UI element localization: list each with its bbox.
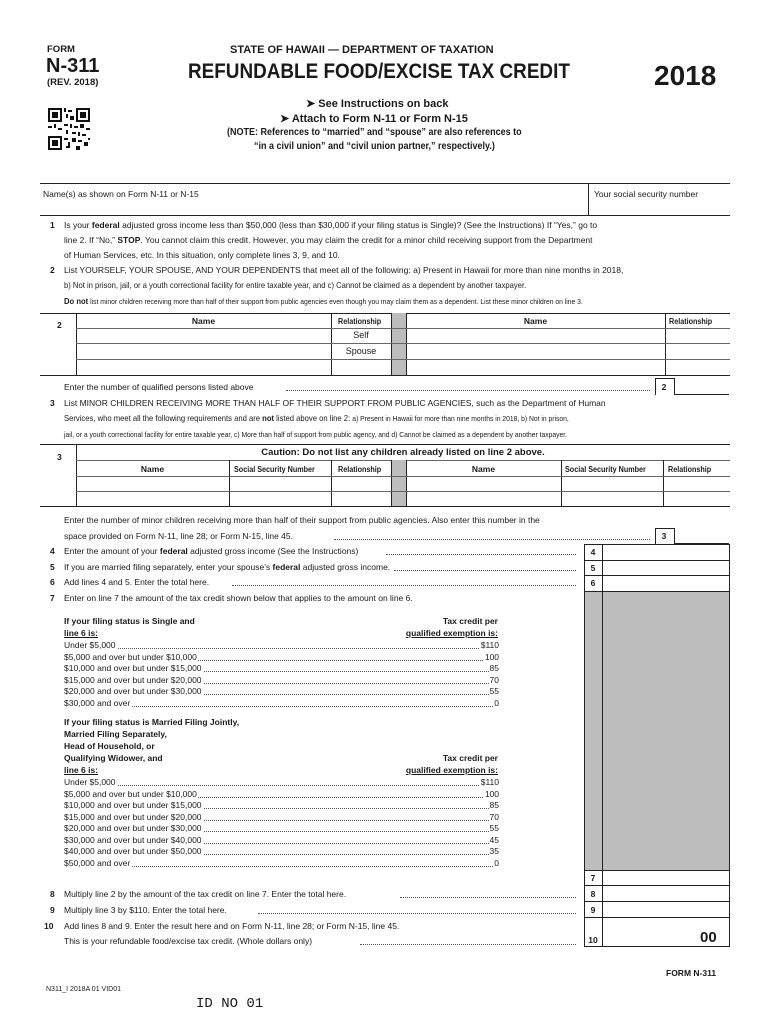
footer-code: N311_I 2018A 01 VID01 [46, 986, 121, 993]
spouse-name-field[interactable] [77, 344, 330, 358]
single-credit: 100 [484, 651, 499, 662]
single-leader [64, 648, 499, 649]
line-6-box-number: 6 [590, 578, 596, 588]
single-row [64, 698, 499, 709]
line-8-number: 8 [50, 889, 55, 899]
married-credit: 100 [484, 788, 499, 799]
line-5-amount-field[interactable] [603, 561, 728, 574]
dependent-name-field[interactable] [407, 360, 664, 374]
line-2-text-1: List YOURSELF, YOUR SPOUSE, AND YOUR DEPENDENTS that meet all of the following: a) Present in Hawaii for more than nine months in 2018, [64, 265, 624, 275]
married-range: $40,000 and over but under $50,000 [64, 846, 202, 856]
married-credit: 55 [489, 823, 499, 833]
line-10-text-2: This is your refundable food/excise tax credit. (Whole dollars only) [64, 936, 313, 946]
married-range: $20,000 and over but under $30,000 [64, 823, 202, 833]
married-credit: 85 [489, 800, 499, 810]
child-ssn-field[interactable] [230, 492, 330, 505]
relationship-spouse: Spouse [345, 346, 377, 356]
single-range: $20,000 and over but under $30,000 [64, 686, 202, 696]
line-3-col-relationship-1: Relationship [338, 465, 382, 474]
line-2-text-2: b) Not in prison, jail, or a youth correctional facility for entire taxable year, and c) Cannot be claimed as a dependent by another taxpayer. [64, 280, 527, 290]
single-range: $15,000 and over but under $20,000 [64, 674, 202, 685]
line-9-amount-field[interactable] [603, 902, 728, 916]
form-label: FORM [47, 44, 75, 55]
line-2-table-number: 2 [57, 320, 62, 330]
single-row [64, 652, 499, 663]
line-3-col-ssn-2: Social Security Number [565, 465, 646, 474]
single-credit: 70 [489, 674, 499, 685]
line-2-col-name-2: Name [523, 316, 548, 326]
single-header-2: line 6 is: [64, 628, 99, 638]
married-row [64, 858, 499, 869]
child-relationship-field[interactable] [664, 492, 729, 505]
line-6-text: Add lines 4 and 5. Enter the total here. [64, 577, 210, 587]
married-range: $30,000 and over but under $40,000 [64, 834, 202, 845]
agency-name: STATE OF HAWAII — DEPARTMENT OF TAXATION [230, 44, 494, 56]
single-range: $30,000 and over [64, 697, 131, 708]
line-7-number: 7 [50, 593, 55, 603]
form-number: N-311 [46, 55, 100, 77]
self-name-field[interactable] [77, 329, 330, 342]
line-1-text-3: of Human Services, etc. In this situation, only complete lines 3, 9, and 10. [64, 250, 340, 260]
child-name-field[interactable] [407, 492, 560, 505]
line-9-text: Multiply line 3 by $110. Enter the total here. [64, 905, 227, 915]
line-1-text-2: line 2. If “No,” STOP. You cannot claim this credit. However, you may claim the credit for a minor child receiving support from the Department [64, 235, 593, 245]
qr-code [48, 108, 90, 150]
line-2-text-3: Do not list minor children receiving more than half of their support from public agencies even though you may claim them as a dependent. List these minor children on line 3. [64, 296, 583, 306]
line-5-box-number: 5 [590, 563, 596, 573]
married-credit: 0 [494, 857, 499, 868]
dependent-name-field[interactable] [407, 344, 664, 358]
married-header-5: line 6 is: [64, 765, 99, 775]
child-ssn-field[interactable] [230, 477, 330, 490]
line-3-col-name-1: Name [140, 464, 165, 474]
line-10-amount-field[interactable] [603, 918, 693, 945]
line-2-number: 2 [50, 265, 55, 275]
line-7-text: Enter on line 7 the amount of the tax credit shown below that applies to the amount on line 6. [64, 593, 413, 603]
line-8-box-number: 8 [590, 889, 596, 899]
ssn-label: Your social security number [594, 189, 699, 199]
single-row [64, 663, 499, 674]
single-header-3: Tax credit per [442, 616, 498, 626]
line-6-amount-field[interactable] [603, 576, 728, 590]
married-credit: 35 [489, 846, 499, 856]
line-3-text-3: jail, or a youth correctional facility for entire taxable year, c) More than half of support from public agency, and d) Cannot be claimed as a dependent by another taxpayer. [64, 430, 568, 439]
single-credit: 55 [489, 686, 499, 696]
child-relationship-field[interactable] [332, 492, 390, 505]
civil-union-note-1: (NOTE: References to “married” and “spouse” are also references to [227, 127, 522, 138]
line-3-col-ssn-1: Social Security Number [234, 465, 315, 474]
footer-form-number: FORM N-311 [666, 968, 717, 978]
single-credit: 85 [489, 663, 499, 673]
line-2-col-name-1: Name [191, 316, 216, 326]
line-2-col-relationship-1: Relationship [338, 317, 382, 326]
taxpayer-name-field[interactable] [40, 200, 586, 214]
married-header-3: Head of Household, or [64, 741, 155, 751]
tax-year: 2018 [654, 60, 717, 91]
ssn-field[interactable] [590, 200, 728, 214]
line-1-text-1: Is your federal adjusted gross income less than $50,000 (less than $30,000 if your filing status is Single)? (See the Instructions) If “Yes,” go to [64, 220, 598, 230]
line-3-caution: Caution: Do not list any children already listed on line 2 above. [261, 447, 545, 458]
single-range: Under $5,000 [64, 640, 116, 650]
child-ssn-field[interactable] [562, 492, 662, 505]
child-relationship-field[interactable] [332, 477, 390, 490]
line-10-box-number: 10 [588, 935, 598, 945]
line-4-box-number: 4 [590, 547, 596, 557]
form-revision: (REV. 2018) [47, 77, 99, 88]
married-row [64, 789, 499, 800]
line-8-text: Multiply line 2 by the amount of the tax credit on line 7. Enter the total here. [64, 889, 347, 899]
line-10-text-1: Add lines 8 and 9. Enter the result here and on Form N-11, line 28; or Form N-15, line 45. [64, 921, 400, 931]
child-relationship-field[interactable] [664, 477, 729, 490]
married-row [64, 835, 499, 846]
single-row [64, 675, 499, 686]
single-header-1: If your filing status is Single and [64, 616, 195, 626]
child-ssn-field[interactable] [562, 477, 662, 490]
married-credit: 70 [489, 811, 499, 822]
line-2-box-number: 2 [661, 382, 667, 392]
line-9-box-number: 9 [590, 905, 596, 915]
line-3-col-relationship-2: Relationship [668, 465, 712, 474]
relationship-self: Self [353, 330, 369, 340]
line-4-number: 4 [50, 546, 55, 556]
line-7-amount-field[interactable] [603, 871, 728, 884]
line-3-enter-text-1: Enter the number of minor children receiving more than half of their support from public agencies. Also enter this number in the [64, 515, 540, 525]
married-row [64, 846, 499, 857]
dependent-name-field[interactable] [77, 360, 330, 374]
line-7-box-number: 7 [590, 873, 596, 883]
instructions-note: ➤ See Instructions on back [306, 98, 449, 110]
form-title: REFUNDABLE FOOD/EXCISE TAX CREDIT [188, 60, 570, 83]
line-3-number: 3 [50, 398, 55, 408]
married-range: Under $5,000 [64, 777, 116, 787]
line-3-box-number: 3 [661, 531, 667, 541]
married-credit: 45 [489, 834, 499, 845]
child-name-field[interactable] [77, 492, 228, 505]
married-leader [64, 785, 499, 786]
line-5-number: 5 [50, 562, 55, 572]
line-6-number: 6 [50, 577, 55, 587]
line-3-text-1: List MINOR CHILDREN RECEIVING MORE THAN HALF OF THEIR SUPPORT FROM PUBLIC AGENCIES, such as the Department of Human [64, 398, 606, 408]
line-1-number: 1 [50, 220, 55, 230]
married-header-2: Married Filing Separately, [64, 729, 167, 739]
married-range: $15,000 and over but under $20,000 [64, 811, 202, 822]
line-3-table-number: 3 [57, 452, 62, 462]
married-header-7: qualified exemption is: [405, 765, 498, 775]
single-credit: $110 [480, 640, 499, 650]
single-range: $5,000 and over but under $10,000 [64, 651, 197, 662]
married-row [64, 777, 499, 788]
married-range: $5,000 and over but under $10,000 [64, 788, 197, 799]
single-row [64, 686, 499, 697]
line-3-col-name-2: Name [471, 464, 496, 474]
line-10-number: 10 [44, 921, 54, 931]
married-header-6: Tax credit per [442, 753, 498, 763]
child-name-field[interactable] [77, 477, 228, 490]
married-range: $50,000 and over [64, 857, 131, 868]
dependent-name-field[interactable] [407, 329, 664, 342]
line-2-amount-field[interactable] [675, 378, 729, 395]
married-range: $10,000 and over but under $15,000 [64, 800, 202, 810]
line-3-amount-field[interactable] [675, 528, 729, 544]
single-range: $10,000 and over but under $15,000 [64, 663, 202, 673]
line-3-text-2: Services, who meet all the following requirements and are not listed above on line 2: a) Present in Hawaii for more than nine months in 2018, b) Not in prison, [64, 413, 569, 423]
line-3-enter-text-2: space provided on Form N-11, line 28; or Form N-15, line 45. [64, 531, 293, 541]
married-row [64, 823, 499, 834]
single-row [64, 640, 499, 651]
line-4-text: Enter the amount of your federal adjusted gross income (See the Instructions) [64, 546, 359, 556]
married-credit: $110 [480, 777, 499, 787]
married-row [64, 800, 499, 811]
line-10-cents: 00 [700, 929, 717, 946]
civil-union-note-2: “in a civil union” and “civil union partner,” respectively.) [254, 141, 495, 152]
line-5-text: If you are married filing separately, enter your spouse’s federal adjusted gross income. [64, 562, 391, 572]
attach-note: ➤ Attach to Form N-11 or Form N-15 [280, 113, 468, 125]
line-2-col-relationship-2: Relationship [669, 317, 713, 326]
single-header-4: qualified exemption is: [405, 628, 498, 638]
married-row [64, 812, 499, 823]
line-4-amount-field[interactable] [603, 545, 728, 559]
married-header-1: If your filing status is Married Filing Jointly, [64, 717, 240, 727]
line-8-amount-field[interactable] [603, 886, 728, 900]
name-label: Name(s) as shown on Form N-11 or N-15 [43, 189, 199, 199]
footer-id: ID NO 01 [196, 996, 264, 1012]
child-name-field[interactable] [407, 477, 560, 490]
line-9-number: 9 [50, 905, 55, 915]
line-2-enter-text: Enter the number of qualified persons listed above [64, 382, 254, 392]
married-header-4: Qualifying Widower, and [64, 753, 163, 763]
single-credit: 0 [494, 697, 499, 708]
